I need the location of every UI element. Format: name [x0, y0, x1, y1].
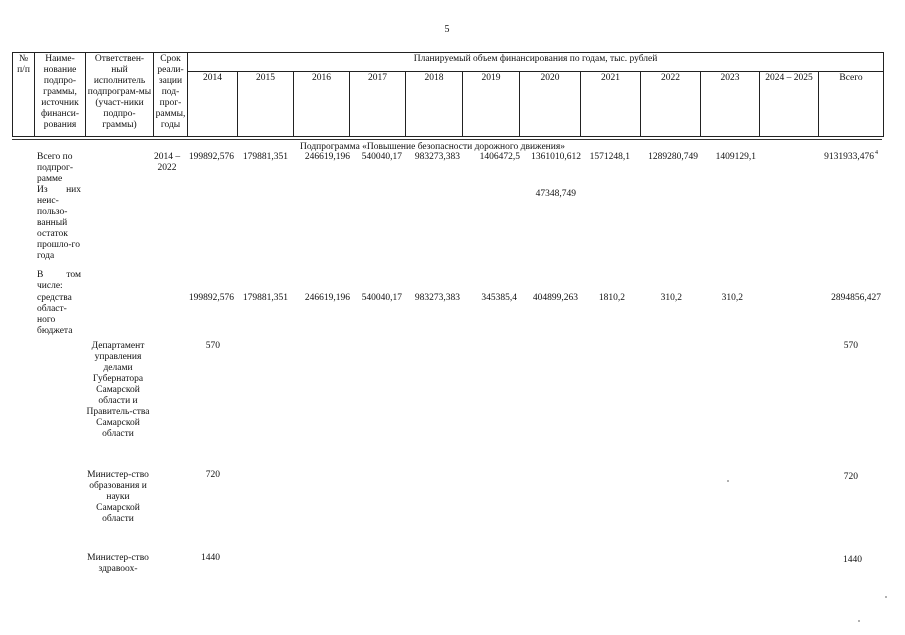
header-year: 2014	[188, 72, 238, 137]
dept-health-total: 1440	[843, 555, 862, 565]
row-regional-sum: 2894856,427	[831, 293, 881, 303]
header-col-financing: Планируемый объем финансирования по годам, тыс. рублей	[188, 53, 884, 72]
row-unused-2020: 47348,749	[535, 189, 576, 199]
header-col-term: Срок реали-зации под-прог-раммы, годы	[154, 53, 188, 137]
row-total-footnote: 4	[875, 150, 878, 156]
page-number: 5	[444, 24, 450, 35]
dept-health-name: Министер-ство здравоох-	[87, 553, 149, 574]
row-regional-2015: 179881,351	[242, 293, 288, 303]
row-total-label: Всего по подпрог-рамме	[37, 152, 74, 184]
dept-health-2014: 1440	[201, 553, 220, 563]
row-total-term: 2014 – 2022	[153, 152, 181, 173]
row-regional-2014: 199892,576	[188, 293, 234, 303]
header-year: 2021	[581, 72, 641, 137]
financing-table-header	[12, 52, 884, 137]
row-regional-2016: 246619,196	[304, 293, 350, 303]
row-total-2021: 1571248,1	[589, 152, 630, 162]
dept-governor-office-name: Департамент управления делами Губернатора Самарской области и Правитель-ства Самарской области	[86, 341, 150, 439]
header-year: 2017	[350, 72, 406, 137]
dept-education-total: 720	[843, 472, 858, 482]
row-total-sum: 9131933,476	[824, 152, 874, 162]
header-total: Всего	[819, 72, 884, 137]
row-total-2016: 246619,196	[304, 152, 350, 162]
subprogram-title: Подпрограмма «Повышение безопасности дорожного движения»	[300, 142, 565, 152]
header-year: 2018	[406, 72, 463, 137]
row-regional-2023: 310,2	[721, 293, 743, 303]
row-regional-2020: 404899,263	[532, 293, 578, 303]
header-col-responsible: Ответствен-ный исполнитель подпрограм-мы (участ-ники подпро-граммы)	[86, 53, 154, 137]
row-total-2022: 1289280,749	[648, 152, 698, 162]
row-including-label: В том числе:	[37, 270, 81, 291]
scan-speck	[885, 596, 887, 598]
row-total-2015: 179881,351	[242, 152, 288, 162]
header-bottom-line	[12, 139, 882, 140]
row-regional-2018: 983273,383	[414, 293, 460, 303]
row-total-2017: 540040,17	[361, 152, 402, 162]
header-year: 2020	[520, 72, 581, 137]
header-year: 2019	[463, 72, 520, 137]
header-year: 2022	[641, 72, 701, 137]
dept-education-2014: 720	[205, 470, 220, 480]
row-unused-label: Из них неис-пользо-ванный остаток прошло-го года	[37, 185, 81, 261]
row-total-2019: 1406472,5	[479, 152, 520, 162]
header-year: 2023	[701, 72, 760, 137]
dept-education-name: Министер-ство образования и науки Самарской области	[87, 470, 149, 524]
row-regional-2017: 540040,17	[361, 293, 402, 303]
scan-speck	[858, 620, 860, 622]
row-regional-2019: 345385,4	[481, 293, 517, 303]
scan-speck	[727, 480, 729, 482]
row-total-2018: 983273,383	[414, 152, 460, 162]
row-total-2014: 199892,576	[188, 152, 234, 162]
row-regional-2022: 310,2	[660, 293, 682, 303]
row-regional-label: средства област-ного бюджета	[37, 293, 73, 336]
dept-governor-office-total: 570	[843, 341, 858, 351]
header-year: 2015	[238, 72, 294, 137]
header-col-number: № п/п	[13, 53, 35, 137]
row-total-2020: 1361010,612	[531, 152, 581, 162]
row-regional-2021: 1810,2	[598, 293, 625, 303]
header-year: 2024 – 2025	[760, 72, 819, 137]
dept-governor-office-2014: 570	[205, 341, 220, 351]
header-year: 2016	[294, 72, 350, 137]
header-col-name: Наиме-нование подпро-граммы, источник финанси-рования	[35, 53, 86, 137]
row-total-2023: 1409129,1	[715, 152, 756, 162]
